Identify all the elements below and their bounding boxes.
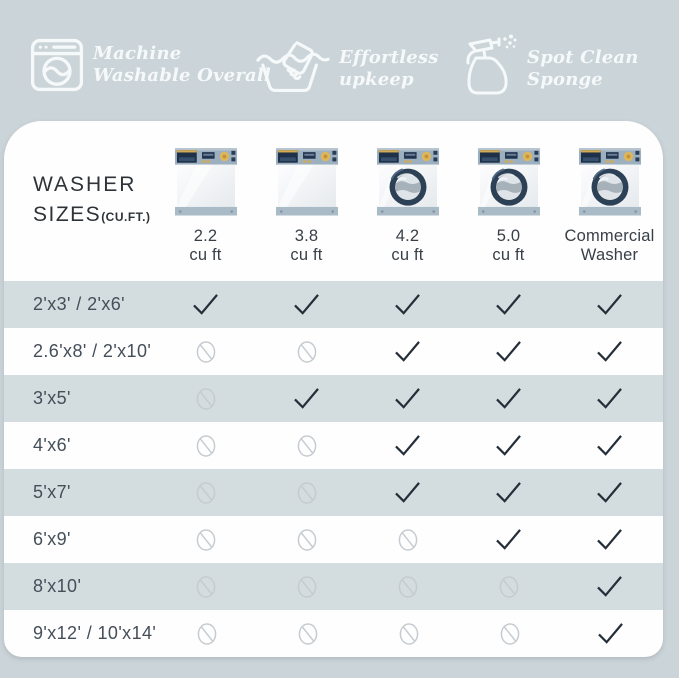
- front-load-washer-icon: [375, 146, 441, 219]
- spray-bottle-icon: [462, 34, 518, 104]
- rug-size-label: 5'x7': [33, 482, 71, 502]
- check-icon: [357, 433, 458, 458]
- rug-size-label: 9'x12' / 10'x14': [33, 623, 157, 643]
- rug-size-label: 6'x9': [33, 529, 71, 549]
- hand-wash-icon: [256, 36, 330, 102]
- check-icon: [559, 433, 660, 458]
- not-allowed-icon: [155, 386, 256, 412]
- table-row: [4, 375, 663, 422]
- washer-column: [559, 146, 660, 265]
- check-icon: [458, 292, 559, 317]
- table-title-units: (CU.FT.): [101, 210, 151, 224]
- washer-size-label: 5.0 cu ft: [492, 227, 525, 264]
- washer-size-label: 2.2 cu ft: [189, 227, 222, 264]
- rug-size-label: 2.6'x8' / 2'x10': [33, 341, 152, 361]
- table-title-line2: SIZES(CU.FT.): [33, 203, 151, 226]
- check-icon: [559, 574, 660, 599]
- check-icon: [256, 386, 357, 411]
- front-load-washer-icon: [476, 146, 542, 219]
- check-icon: [357, 339, 458, 364]
- not-allowed-icon: [257, 621, 358, 647]
- table-row: [4, 469, 663, 516]
- table-row: [4, 328, 663, 375]
- washer-columns: [4, 121, 663, 265]
- not-allowed-icon: [156, 621, 257, 647]
- check-icon: [458, 386, 559, 411]
- check-icon: [559, 527, 660, 552]
- table-row: [4, 516, 663, 563]
- check-icon: [458, 339, 559, 364]
- not-allowed-icon: [357, 527, 458, 553]
- check-icon: [357, 292, 458, 317]
- not-allowed-icon: [458, 574, 559, 600]
- top-load-washer-icon: [274, 146, 340, 219]
- rug-size-label: 2'x3' / 2'x6': [33, 294, 125, 314]
- check-icon: [256, 292, 357, 317]
- rug-size-label: 8'x10': [33, 576, 82, 596]
- not-allowed-icon: [155, 433, 256, 459]
- not-allowed-icon: [357, 574, 458, 600]
- not-allowed-icon: [358, 621, 459, 647]
- not-allowed-icon: [459, 621, 560, 647]
- check-icon: [560, 621, 661, 646]
- top-load-washer-icon: [173, 146, 239, 219]
- not-allowed-icon: [155, 480, 256, 506]
- table-row: [4, 281, 663, 328]
- feature-spot-clean: [462, 34, 639, 104]
- rug-size-label: 4'x6': [33, 435, 71, 455]
- feature-label: Effortless upkeep: [339, 47, 439, 90]
- check-icon: [458, 527, 559, 552]
- table-row: [4, 422, 663, 469]
- not-allowed-icon: [155, 527, 256, 553]
- washer-size-label: 4.2 cu ft: [391, 227, 424, 264]
- not-allowed-icon: [256, 527, 357, 553]
- washer-column: [458, 146, 559, 265]
- washer-size-label: Commercial Washer: [564, 227, 655, 264]
- not-allowed-icon: [155, 574, 256, 600]
- compatibility-table: [4, 281, 663, 657]
- check-icon: [357, 386, 458, 411]
- check-icon: [458, 480, 559, 505]
- table-card: [4, 121, 663, 657]
- table-row: [4, 563, 663, 610]
- check-icon: [559, 292, 660, 317]
- feature-label: Machine Washable Overall: [93, 43, 271, 86]
- not-allowed-icon: [256, 480, 357, 506]
- check-icon: [559, 480, 660, 505]
- table-title-line1: WASHER: [33, 173, 137, 196]
- washing-machine-icon: [30, 38, 84, 92]
- feature-label: Spot Clean Sponge: [527, 47, 639, 90]
- feature-machine-washable: [30, 38, 271, 92]
- not-allowed-icon: [256, 339, 357, 365]
- washer-column: [256, 146, 357, 265]
- not-allowed-icon: [155, 339, 256, 365]
- washer-column: [357, 146, 458, 265]
- washer-column: [155, 146, 256, 265]
- feature-effortless-upkeep: [256, 36, 439, 102]
- check-icon: [559, 386, 660, 411]
- not-allowed-icon: [256, 433, 357, 459]
- check-icon: [155, 292, 256, 317]
- check-icon: [458, 433, 559, 458]
- table-row: [4, 610, 663, 657]
- not-allowed-icon: [256, 574, 357, 600]
- check-icon: [357, 480, 458, 505]
- check-icon: [559, 339, 660, 364]
- washer-size-label: 3.8 cu ft: [290, 227, 323, 264]
- rug-size-label: 3'x5': [33, 388, 71, 408]
- front-load-washer-icon: [577, 146, 643, 219]
